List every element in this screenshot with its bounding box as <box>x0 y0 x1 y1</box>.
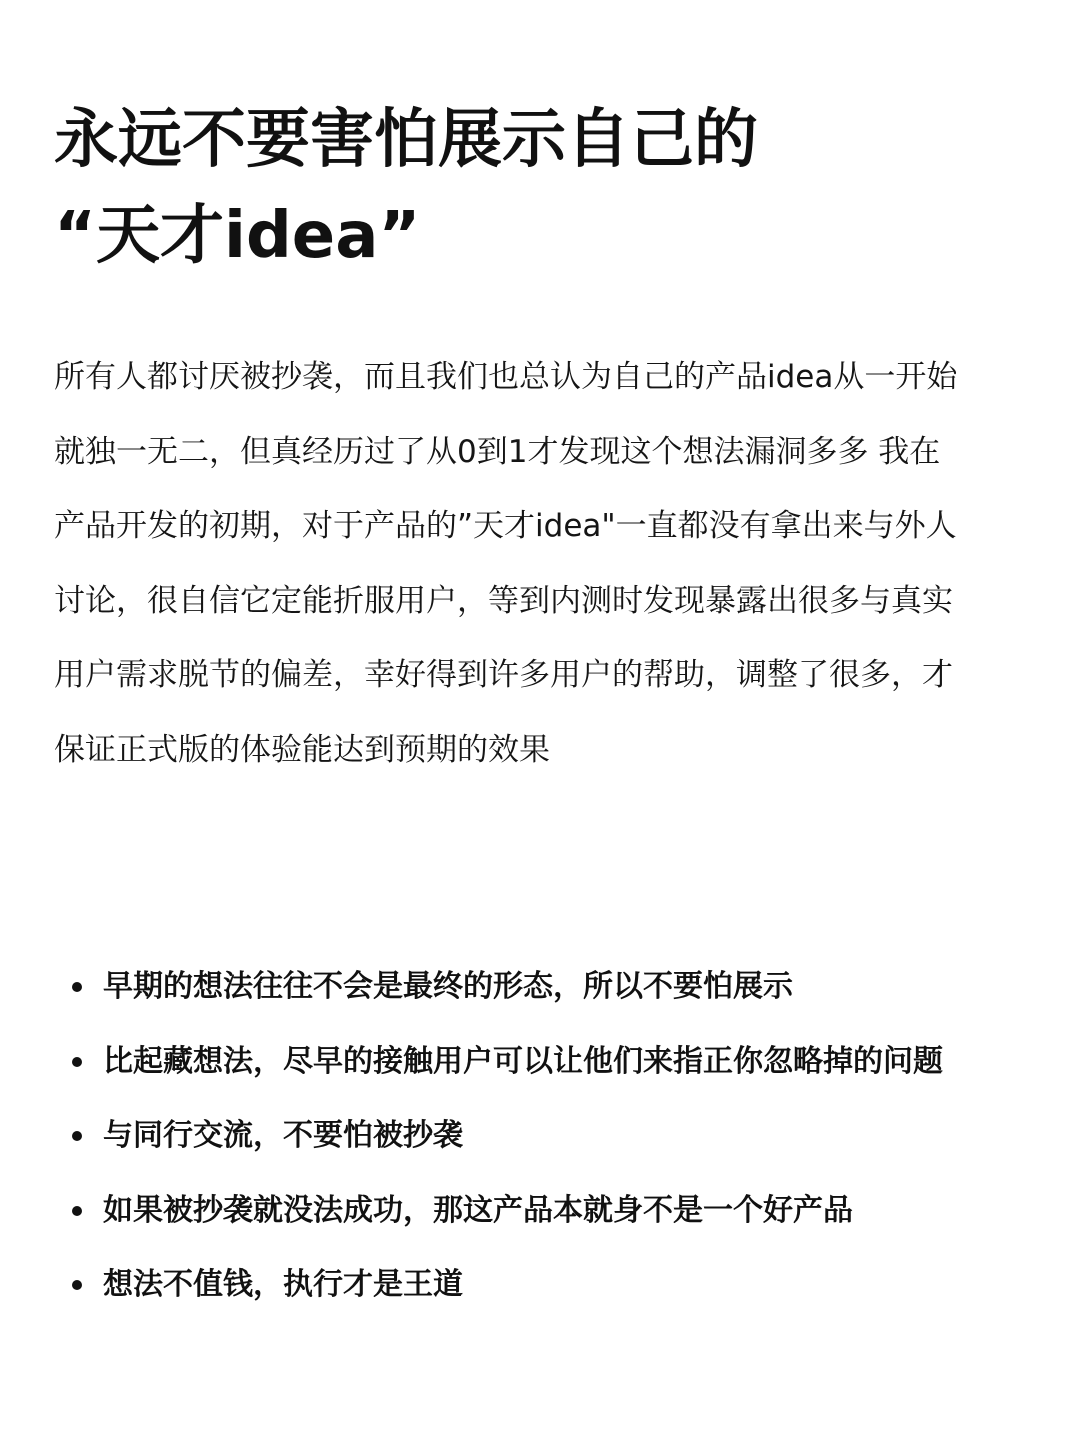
body-line: 就独一无二，但真经历过了从0到1才发现这个想法漏洞多多 我在 <box>54 433 941 470</box>
bullet-text: 比起藏想法，尽早的接触用户可以让他们来指正你忽略掉的问题 <box>103 1043 943 1079</box>
body-line: 产品开发的初期，对于产品的”天才idea"一直都没有拿出来与外人 <box>54 508 957 544</box>
bullet-dot-icon <box>72 1280 82 1290</box>
bullet-list <box>0 950 1080 1323</box>
body-line: 讨论，很自信它定能折服用户，等到内测时发现暴露出很多与真实 <box>54 582 953 619</box>
bullet-dot-icon <box>72 982 82 992</box>
bullet-item <box>0 1174 1080 1249</box>
bullet-item <box>0 1025 1080 1100</box>
title-line-1: 永远不要害怕展示自己的 <box>54 103 758 177</box>
bullet-dot-icon <box>72 1131 82 1141</box>
bullet-dot-icon <box>72 1057 82 1067</box>
body-paragraph <box>54 340 1024 787</box>
body-line: 所有人都讨厌被抄袭，而且我们也总认为自己的产品idea从一开始 <box>54 359 958 395</box>
bullet-text: 如果被抄袭就没法成功，那这产品本就身不是一个好产品 <box>103 1192 853 1228</box>
bullet-dot-icon <box>72 1206 82 1216</box>
body-line: 用户需求脱节的偏差，幸好得到许多用户的帮助，调整了很多，才 <box>54 657 953 693</box>
body-line: 保证正式版的体验能达到预期的效果 <box>54 731 550 768</box>
bullet-item <box>0 950 1080 1025</box>
bullet-item <box>0 1248 1080 1323</box>
bullet-text: 与同行交流，不要怕被抄袭 <box>103 1118 463 1153</box>
bullet-item <box>0 1099 1080 1174</box>
page-title <box>54 92 1034 284</box>
title-line-2: “天才idea” <box>54 199 421 273</box>
bullet-text: 早期的想法往往不会是最终的形态，所以不要怕展示 <box>103 969 793 1004</box>
bullet-text: 想法不值钱，执行才是王道 <box>103 1267 463 1302</box>
